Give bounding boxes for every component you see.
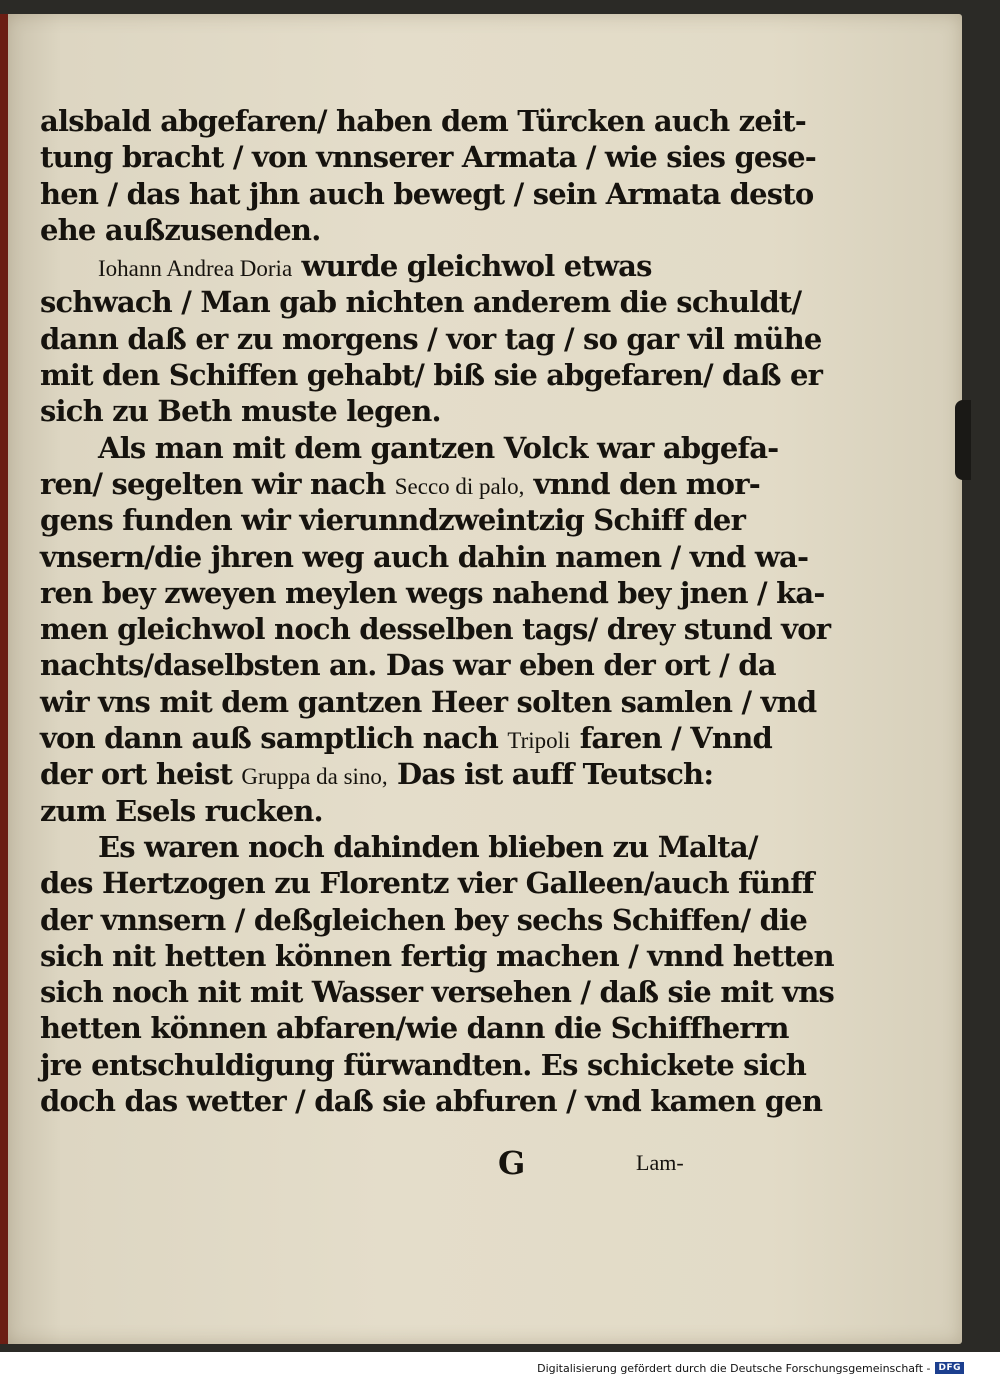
- text-line: vnsern/die jhren weg auch dahin namen / vnd wa-: [40, 539, 809, 574]
- line-segment: wurde gleichwol etwas: [292, 249, 652, 284]
- text-line: Es waren noch dahinden blieben zu Malta/: [98, 829, 758, 864]
- text-line: der vnnsern / deßgleichen bey sechs Schiffen/ die: [40, 902, 807, 937]
- line-segment: von dann auß samptlich nach: [40, 721, 508, 756]
- text-line: sich noch nit mit Wasser versehen / daß sie mit vns: [40, 975, 835, 1010]
- binding-edge: [0, 14, 8, 1344]
- body-text: [40, 103, 835, 1119]
- line-segment: vnnd den mor-: [524, 466, 760, 501]
- text-line: schwach / Man gab nichten anderem die schuldt/: [40, 285, 802, 320]
- text-line: doch das wetter / daß sie abfuren / vnd kamen gen: [40, 1084, 823, 1119]
- text-line: zum Esels rucken.: [40, 793, 323, 828]
- text-line: mit den Schiffen gehabt/ biß sie abgefaren/ daß er: [40, 358, 823, 393]
- latin-name: Tripoli: [507, 728, 571, 754]
- line-segment: Das ist auff Teutsch:: [387, 757, 714, 792]
- text-line: dann daß er zu morgens / vor tag / so gar vil mühe: [40, 321, 822, 356]
- text-line: men gleichwol noch desselben tags/ drey stund vor: [40, 612, 831, 647]
- text-line: hetten können abfaren/wie dann die Schiffherrn: [40, 1011, 789, 1046]
- page-foot: [40, 1144, 720, 1180]
- text-line: des Hertzogen zu Florentz vier Galleen/auch fünff: [40, 866, 814, 901]
- text-line: alsbald abgefaren/ haben dem Türcken auch zeit-: [40, 104, 807, 138]
- line-segment: der ort heist: [40, 757, 242, 792]
- text-line: tung bracht / von vnnserer Armata / wie sies gese-: [40, 140, 816, 175]
- text-line: hen / das hat jhn auch bewegt / sein Armata desto: [40, 176, 814, 211]
- signature-mark: G: [498, 1144, 526, 1182]
- text-line: gens funden wir vierunndzweintzig Schiff der: [40, 503, 746, 538]
- text-line: ehe außzusenden.: [40, 212, 321, 247]
- text-line: nachts/daselbsten an. Das war eben der ort / da: [40, 648, 776, 683]
- dfg-logo: DFG: [935, 1362, 964, 1374]
- text-line: [40, 720, 772, 756]
- latin-name: Secco di palo,: [394, 473, 525, 499]
- text-line: [40, 248, 720, 284]
- text-line: jre entschuldigung fürwandten. Es schickete sich: [40, 1047, 807, 1082]
- latin-name: Iohann Andrea Doria: [98, 256, 293, 282]
- text-line: sich zu Beth muste legen.: [40, 394, 441, 429]
- text-line: ren bey zweyen meylen wegs nahend bey jnen / ka-: [40, 575, 825, 610]
- text-line: wir vns mit dem gantzen Heer solten samlen / vnd: [40, 684, 817, 719]
- catchword: Lam-: [636, 1150, 684, 1175]
- line-segment: ren/ segelten wir nach: [40, 466, 395, 501]
- text-line: sich nit hetten können fertig machen / vnnd hetten: [40, 938, 834, 973]
- text-line: [40, 466, 760, 502]
- latin-name: Gruppa da sino,: [241, 764, 388, 790]
- footer-credit: Digitalisierung gefördert durch die Deutsche Forschungsgemeinschaft -: [537, 1361, 931, 1375]
- page-clamp: [955, 400, 971, 480]
- line-segment: faren / Vnnd: [570, 721, 772, 756]
- text-line: Als man mit dem gantzen Volck war abgefa-: [98, 430, 779, 465]
- digitization-footer: [537, 1360, 964, 1376]
- text-line: [40, 756, 720, 792]
